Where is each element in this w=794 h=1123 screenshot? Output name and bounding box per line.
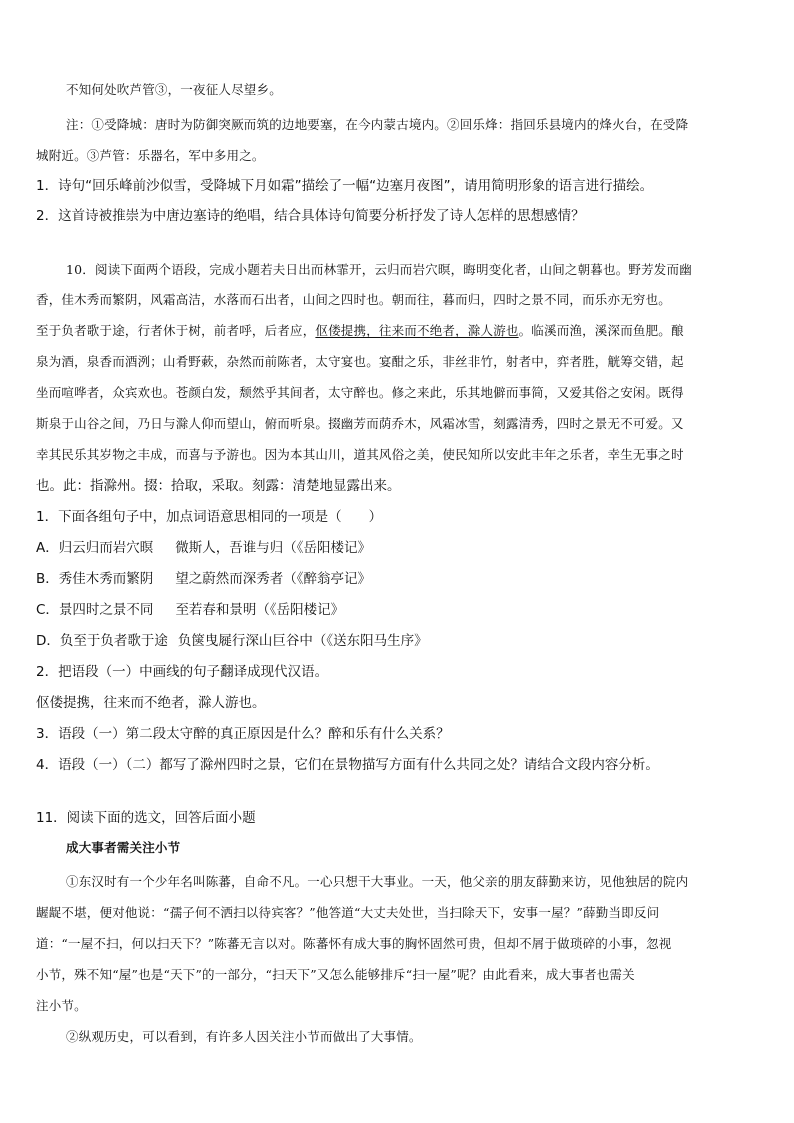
q10-sub-question-3: 3．语段（一）第二段太守醉的真正原因是什么？醉和乐有什么关系？ <box>36 726 450 742</box>
q10-sub-question-1: 1．下面各组句子中，加点词语意思相同的一项是（ ） <box>36 509 383 525</box>
q11-para1-line-2: 龌龊不堪，便对他说：“孺子何不洒扫以待宾客？”他答道“大丈夫处世，当扫除天下，安事一屋？”薛勤当即反问 <box>36 905 660 920</box>
option-b <box>36 569 371 589</box>
option-c <box>36 600 344 620</box>
option-b-label: B． <box>36 571 59 587</box>
poem-note-line-1: 注：①受降城：唐时为防御突厥而筑的边地要塞，在今内蒙古境内。②回乐烽：指回乐县境内的烽火台，在受降 <box>66 117 689 132</box>
q10-passage-line-1: 10．阅读下面两个语段，完成小题若夫日出而林霏开，云归而岩穴暝，晦明变化者，山间之朝暮也。野芳发而幽 <box>66 262 692 277</box>
option-d-label: D． <box>36 633 60 649</box>
option-c-first: 景四时之景不同 <box>58 602 154 618</box>
option-d-second: 负箧曳屣行深山巨谷中（《送东阳马生序》 <box>177 633 428 649</box>
q11-para1-line-4: 小节，殊不知“屋”也是“天下”的一部分，“扫天下”又怎么能够排斥“扫一屋”呢？由此看来，成大事者也需关 <box>36 967 635 982</box>
q10-passage-line-3 <box>36 321 684 341</box>
option-a-second: 微斯人，吾谁与归（《岳阳楼记》 <box>175 540 371 556</box>
q10-passage-line-2: 香，佳木秀而繁阴，风霜高洁，水落而石出者，山间之四时也。朝而往，暮而归，四时之景不同，而乐亦无穷也。 <box>36 292 672 307</box>
option-c-label: C． <box>36 602 59 618</box>
q11-header: 11．阅读下面的选文，回答后面小题 <box>36 810 256 826</box>
q10-passage-line-3-end: 。临溪而渔，溪深而鱼肥。酿 <box>518 323 684 338</box>
q11-para1-line-1: ①东汉时有一个少年名叫陈蕃，自命不凡。一心只想干大事业。一天，他父亲的朋友薛勤来访，见他独居的院内 <box>66 874 689 889</box>
option-d-first: 负至于负者歌于途 <box>59 633 168 649</box>
option-a <box>36 538 371 558</box>
poem-note-line-2: 城附近。③芦管：乐器名，军中多用之。 <box>36 148 265 163</box>
option-c-second: 至若春和景明（《岳阳楼记》 <box>175 602 345 618</box>
option-b-first: 秀佳木秀而繁阴 <box>58 571 154 587</box>
q11-para2: ②纵观历史，可以看到，有许多人因关注小节而做出了大事情。 <box>66 1029 422 1044</box>
q10-passage-line-6: 斯泉于山谷之间，乃日与滁人仰而望山，俯而听泉。掇幽芳而荫乔木，风霜冰雪，刻露清秀，四时之景无不可爱。又 <box>36 416 684 431</box>
q11-para1-line-3: 道：“一屋不扫，何以扫天下？”陈蕃无言以对。陈蕃怀有成大事的胸怀固然可贵，但却不屑于做琐碎的小事，忽视 <box>36 936 672 951</box>
option-d <box>36 631 428 651</box>
option-a-label: A． <box>36 540 59 556</box>
q9-question-1: 1．诗句“回乐峰前沙似雪，受降城下月如霜”描绘了一幅“边塞月夜图”，请用简明形象的语言进行描绘。 <box>36 178 654 194</box>
poem-last-line: 不知何处吹芦管③，一夜征人尽望乡。 <box>66 82 282 97</box>
q10-sub-question-2-sentence: 伛偻提携，往来而不绝者，滁人游也。 <box>36 695 266 711</box>
q10-passage-line-7: 幸其民乐其岁物之丰成，而喜与予游也。因为本其山川，道其风俗之美，使民知所以安此丰年之乐者，幸生无事之时 <box>36 447 684 462</box>
q9-question-2: 2．这首诗被推崇为中唐边塞诗的绝唱，结合具体诗句简要分析抒发了诗人怎样的思想感情？ <box>36 208 585 224</box>
q10-passage-line-5: 坐而喧哗者，众宾欢也。苍颜白发，颓然乎其间者，太守醉也。修之来此，乐其地僻而事简，又爱其俗之安闲。既得 <box>36 385 684 400</box>
option-b-second: 望之蔚然而深秀者（《醉翁亭记》 <box>175 571 372 587</box>
q10-sub-question-4: 4．语段（一）（二）都写了滁州四时之景，它们在景物描写方面有什么共同之处？请结合文段内容分析。 <box>36 757 659 773</box>
q10-sub-question-2: 2．把语段（一）中画线的句子翻译成现代汉语。 <box>36 664 329 680</box>
option-a-first: 归云归而岩穴暝 <box>58 540 154 556</box>
q10-passage-line-4: 泉为酒，泉香而酒洌；山肴野蔌，杂然而前陈者，太守宴也。宴酣之乐，非丝非竹，射者中，弈者胜，觥筹交错，起 <box>36 354 684 369</box>
q11-article-title: 成大事者需关注小节 <box>66 840 181 855</box>
underlined-sentence: 伛偻提携，往来而不绝者，滁人游也 <box>315 323 519 338</box>
q10-passage-line-3-start: 至于负者歌于途，行者休于树，前者呼，后者应， <box>36 323 316 338</box>
q11-para1-line-5: 注小节。 <box>36 998 87 1013</box>
q10-passage-line-8: 也。此：指滁州。掇：拾取，采取。刻露：清楚地显露出来。 <box>36 478 401 494</box>
